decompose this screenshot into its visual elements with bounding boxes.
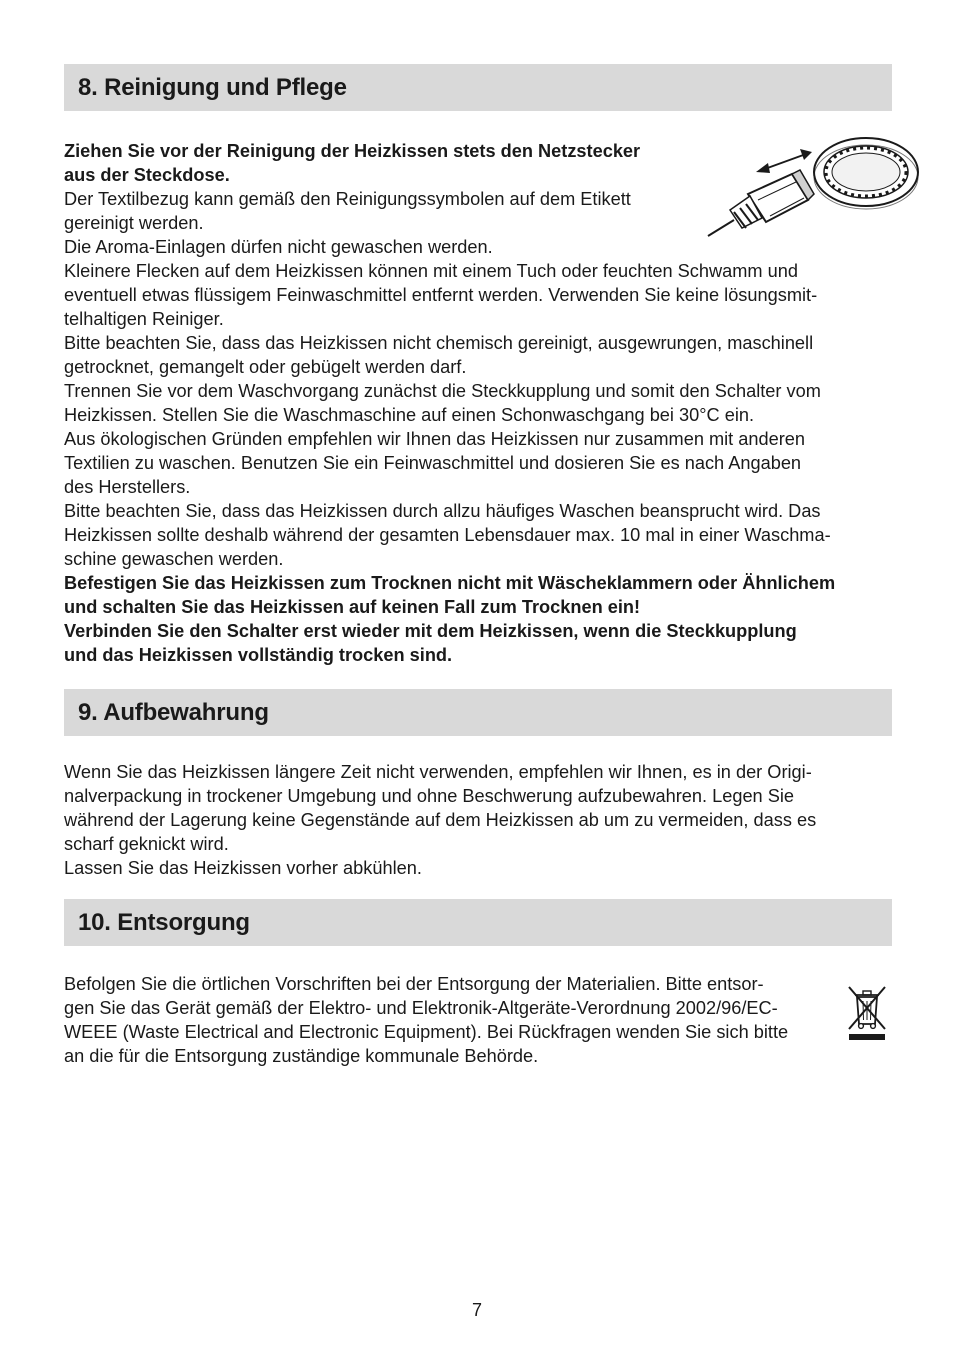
text-line: Lassen Sie das Heizkissen vorher abkühlen.: [64, 858, 422, 878]
section-header-entsorgung: [64, 899, 892, 946]
text-line: Kleinere Flecken auf dem Heizkissen können mit einem Tuch oder feuchten Schwamm und: [64, 261, 798, 281]
section-title: 9. Aufbewahrung: [78, 698, 269, 726]
text-line: eventuell etwas flüssigem Feinwaschmittel entfernt werden. Verwenden Sie keine lösungsmit-: [64, 285, 818, 305]
text-line: und das Heizkissen vollständig trocken sind.: [64, 645, 453, 665]
text-line: getrocknet, gemangelt oder gebügelt werden darf.: [64, 357, 467, 377]
section-title: 10. Entsorgung: [78, 908, 250, 936]
text-line: und schalten Sie das Heizkissen auf keinen Fall zum Trocknen ein!: [64, 597, 641, 617]
text-line: Aus ökologischen Gründen empfehlen wir Ihnen das Heizkissen nur zusammen mit anderen: [64, 429, 806, 449]
text-line: gen Sie das Gerät gemäß der Elektro- und Elektronik-Altgeräte-Verordnung 2002/96/EC-: [64, 998, 778, 1018]
section-body-entsorgung: [64, 972, 788, 1068]
text-line: Trennen Sie vor dem Waschvorgang zunächst die Steckkupplung und somit den Schalter vom: [64, 381, 821, 401]
text-line: des Herstellers.: [64, 477, 191, 497]
text-line: Bitte beachten Sie, dass das Heizkissen durch allzu häufiges Waschen beansprucht wird. Das: [64, 501, 821, 521]
text-line: Textilien zu waschen. Benutzen Sie ein Feinwaschmittel und dosieren Sie es nach Angaben: [64, 453, 802, 473]
text-line: telhaltigen Reiniger.: [64, 309, 224, 329]
text-line: nalverpackung in trockener Umgebung und ohne Beschwerung aufzubewahren. Legen Sie: [64, 786, 795, 806]
text-line: WEEE (Waste Electrical and Electronic Equipment). Bei Rückfragen wenden Sie sich bitte: [64, 1022, 789, 1042]
text-line: Heizkissen. Stellen Sie die Waschmaschine auf einen Schonwaschgang bei 30°C ein.: [64, 405, 755, 425]
text-line: Wenn Sie das Heizkissen längere Zeit nicht verwenden, empfehlen wir Ihnen, es in der Origi-: [64, 762, 812, 782]
plug-connector-illustration: [700, 132, 922, 240]
text-line: aus der Steckdose.: [64, 165, 230, 185]
crossed-out-wheelie-bin-icon: [846, 984, 888, 1044]
text-line: Ziehen Sie vor der Reinigung der Heizkissen stets den Netzstecker: [64, 141, 641, 161]
text-line: an die für die Entsorgung zuständige kommunale Behörde.: [64, 1046, 539, 1066]
text-line: Der Textilbezug kann gemäß den Reinigungssymbolen auf dem Etikett: [64, 189, 631, 209]
text-line: während der Lagerung keine Gegenstände auf dem Heizkissen ab um zu vermeiden, dass es: [64, 810, 817, 830]
section-header-aufbewahrung: [64, 689, 892, 736]
section-title: 8. Reinigung und Pflege: [78, 73, 347, 101]
section-header-reinigung: [64, 64, 892, 111]
text-line: schine gewaschen werden.: [64, 549, 284, 569]
section-body-aufbewahrung: [64, 760, 816, 880]
text-line: Heizkissen sollte deshalb während der gesamten Lebensdauer max. 10 mal in einer Waschma-: [64, 525, 831, 545]
text-line: Bitte beachten Sie, dass das Heizkissen nicht chemisch gereinigt, ausgewrungen, maschinell: [64, 333, 814, 353]
text-line: Verbinden Sie den Schalter erst wieder mit dem Heizkissen, wenn die Steckkupplung: [64, 621, 797, 641]
text-line: Befestigen Sie das Heizkissen zum Trocknen nicht mit Wäscheklammern oder Ähnlichem: [64, 573, 836, 593]
text-line: gereinigt werden.: [64, 213, 204, 233]
text-line: Die Aroma-Einlagen dürfen nicht gewaschen werden.: [64, 237, 493, 257]
page-number: 7: [471, 1300, 482, 1320]
text-line: scharf geknickt wird.: [64, 834, 229, 854]
text-line: Befolgen Sie die örtlichen Vorschriften bei der Entsorgung der Materialien. Bitte entsor-: [64, 974, 764, 994]
